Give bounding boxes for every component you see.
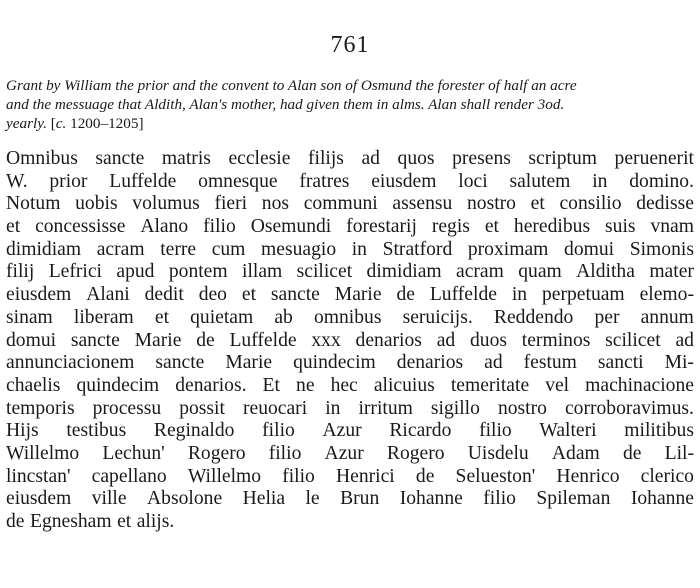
text-word: omnibus	[313, 306, 382, 328]
text-word: Alditha	[576, 261, 635, 283]
text-word: assensu	[392, 193, 453, 215]
text-word: Simonis	[629, 238, 694, 260]
text-word: terminos	[521, 329, 591, 351]
text-word: Omnibus	[6, 148, 78, 169]
text-word: denarios.	[175, 374, 247, 396]
text-word: de	[622, 442, 642, 464]
text-word: temporis	[6, 397, 75, 419]
text-word: W.	[6, 170, 28, 192]
text-word: nos	[261, 193, 290, 215]
text-word: de	[396, 284, 415, 306]
text-word: Luffelde	[429, 284, 497, 306]
text-word: duos	[469, 329, 508, 351]
text-word: Henrico	[556, 465, 620, 487]
text-word: Et	[262, 374, 280, 396]
text-word: regis	[431, 216, 470, 238]
text-line	[6, 307, 694, 330]
text-line	[6, 466, 694, 489]
text-word: annunciacionem	[6, 352, 135, 374]
text-word: scilicet	[296, 261, 353, 283]
text-line	[6, 420, 694, 443]
text-line	[6, 261, 694, 284]
text-word: salutem	[509, 170, 571, 192]
text-word: de	[415, 465, 435, 487]
text-word: Lil-	[664, 442, 694, 464]
text-word: sancte	[95, 148, 145, 169]
text-word: proximam	[467, 238, 549, 260]
text-word: dimidiam	[6, 238, 82, 260]
text-word: machinacione	[585, 374, 694, 396]
text-line	[6, 375, 694, 398]
text-word: ad	[361, 148, 380, 169]
text-word: Willelmo	[187, 465, 262, 487]
text-word: Helia	[242, 488, 286, 510]
text-word: acram	[96, 238, 145, 260]
text-word: nostro	[466, 193, 516, 215]
text-word: domino.	[629, 170, 694, 192]
text-line	[6, 511, 694, 534]
text-word: Luffelde	[109, 170, 177, 192]
text-word: Azur	[322, 420, 362, 442]
text-word: denarios	[355, 329, 422, 351]
text-word: Iohanne	[630, 488, 694, 510]
date-range: 1200–1205]	[70, 115, 144, 132]
charter-text	[6, 148, 694, 534]
text-word: quos	[397, 148, 435, 169]
text-word: scilicet	[605, 329, 661, 351]
text-word: perpetuam	[541, 284, 625, 306]
text-word: illam	[242, 261, 283, 283]
text-word: Reddendo	[493, 306, 574, 328]
text-word: heredibus	[513, 216, 591, 238]
text-word: xxx	[311, 329, 341, 351]
text-word: Walteri	[539, 420, 597, 442]
text-word: alicuius	[373, 374, 435, 396]
text-word: et	[117, 511, 132, 532]
text-word: ecclesie	[228, 148, 291, 169]
text-word: Uisdelu	[467, 442, 529, 464]
text-word: Alano	[140, 216, 189, 238]
text-word: matris	[161, 148, 211, 169]
text-word: annum	[640, 306, 694, 328]
text-line	[6, 330, 694, 353]
text-word: festum	[523, 352, 577, 374]
text-word: et	[530, 193, 545, 215]
text-word: Hijs	[6, 420, 39, 442]
text-word: corroboravimus.	[564, 397, 694, 419]
text-word: in	[325, 397, 341, 419]
text-word: dimidiam	[366, 261, 442, 283]
text-word: liberam	[73, 306, 134, 328]
text-word: hec	[330, 374, 358, 396]
text-word: mater	[649, 261, 694, 283]
text-line	[6, 216, 694, 239]
text-word: Adam	[551, 442, 600, 464]
text-word: Marie	[225, 352, 273, 374]
text-word: filio	[203, 216, 236, 238]
text-word: in	[511, 284, 528, 306]
text-word: clerico	[640, 465, 694, 487]
text-word: dedit	[144, 284, 184, 306]
text-word: sigillo	[430, 397, 480, 419]
text-word: quindecim	[76, 374, 160, 396]
text-word: Willelmo	[6, 442, 80, 464]
text-word: domui	[6, 329, 57, 351]
text-word: filio	[262, 420, 295, 442]
text-word: Marie	[134, 329, 182, 351]
text-word: chaelis	[6, 374, 61, 396]
text-word: eiusdem	[371, 170, 437, 192]
text-word: Notum	[6, 193, 61, 215]
text-line	[6, 398, 694, 421]
text-word: in	[592, 170, 608, 192]
text-word: reuocari	[242, 397, 308, 419]
text-word: le	[305, 488, 320, 510]
text-word: et	[154, 306, 170, 328]
text-word: quietam	[190, 306, 254, 328]
text-word: fratres	[299, 170, 350, 192]
text-word: scriptum	[528, 148, 597, 169]
text-word: eiusdem	[6, 284, 72, 306]
text-word: ab	[274, 306, 293, 328]
text-line	[6, 171, 694, 194]
text-line	[6, 443, 694, 466]
text-word: Azur	[324, 442, 364, 464]
text-word: et	[6, 216, 21, 238]
text-word: dedisse	[636, 193, 694, 215]
text-word: Egnesham	[29, 511, 112, 532]
text-word: fieri	[214, 193, 248, 215]
text-word: de	[196, 329, 215, 351]
text-word: filijs	[308, 148, 344, 169]
summary-line: Grant by William the prior and the convent to Alan son of Osmund the forester of half an acre	[6, 77, 577, 94]
text-word: sancte	[70, 329, 120, 351]
summary-line	[6, 114, 696, 133]
text-word: filij	[6, 261, 35, 283]
text-word: Lechun'	[102, 442, 165, 464]
text-line	[6, 148, 694, 171]
text-word: vnam	[650, 216, 694, 238]
text-word: per	[594, 306, 620, 328]
text-word: terre	[160, 238, 197, 260]
text-word: peruenerit	[614, 148, 694, 169]
text-line	[6, 284, 694, 307]
text-word: Selueston'	[455, 465, 536, 487]
text-word: filio	[268, 442, 302, 464]
document-number: 761	[330, 32, 370, 58]
text-word: Ricardo	[389, 420, 452, 442]
text-word: possit	[179, 397, 225, 419]
text-word: Alani	[86, 284, 130, 306]
text-word: quindecim	[293, 352, 376, 374]
text-word: suis	[605, 216, 636, 238]
text-word: Lefrici	[48, 261, 102, 283]
text-word: concessisse	[35, 216, 126, 238]
text-word: consilio	[559, 193, 622, 215]
text-word: presens	[452, 148, 511, 169]
text-word: acram	[456, 261, 504, 283]
text-word: uobis	[75, 193, 118, 215]
text-word: de	[6, 511, 25, 532]
text-word: sancte	[155, 352, 205, 374]
text-word: filio	[282, 465, 315, 487]
text-word: temeritate	[450, 374, 530, 396]
text-word: forestarij	[346, 216, 417, 238]
text-word: irritum	[358, 397, 413, 419]
text-word: ad	[675, 329, 694, 351]
text-line	[6, 193, 694, 216]
text-word: capellano	[91, 465, 167, 487]
text-word: et	[241, 284, 257, 306]
text-word: prior	[49, 170, 88, 192]
summary-yearly: yearly.	[6, 115, 47, 132]
text-word: ne	[296, 374, 315, 396]
text-word: nostro	[497, 397, 547, 419]
text-word: militibus	[624, 420, 694, 442]
text-word: cum	[211, 238, 246, 260]
text-word: eiusdem	[6, 488, 72, 510]
date-circa: c.	[55, 115, 67, 132]
text-word: elemo-	[639, 284, 694, 306]
text-word: omnesque	[198, 170, 278, 192]
text-word: filio	[483, 488, 516, 510]
text-line	[6, 239, 694, 262]
text-word: vel	[545, 374, 570, 396]
text-word: Osemundi	[250, 216, 332, 238]
text-word: lincstan'	[6, 465, 71, 487]
text-word: Rogero	[187, 442, 246, 464]
text-word: ad	[484, 352, 503, 374]
text-word: et	[484, 216, 499, 238]
text-word: filio	[479, 420, 512, 442]
text-word: Stratford	[382, 238, 453, 260]
text-word: in	[351, 238, 367, 260]
text-word: ad	[436, 329, 456, 351]
text-word: Henrici	[336, 465, 395, 487]
text-word: processu	[92, 397, 162, 419]
document-summary	[6, 76, 696, 133]
text-word: Absolone	[147, 488, 223, 510]
text-word: pontem	[168, 261, 228, 283]
text-word: communi	[303, 193, 378, 215]
text-word: Marie	[334, 284, 382, 306]
text-word: seruicijs.	[402, 306, 473, 328]
text-word: Rogero	[386, 442, 445, 464]
text-word: deo	[198, 284, 227, 306]
text-word: quam	[518, 261, 562, 283]
text-word: Iohanne	[399, 488, 463, 510]
date-bracket: [	[50, 115, 56, 132]
text-word: alijs.	[136, 511, 175, 532]
text-word: Mi-	[664, 352, 694, 374]
text-word: ville	[91, 488, 127, 510]
text-word: Spileman	[536, 488, 611, 510]
summary-line: and the messuage that Aldith, Alan's mother, had given them in alms. Alan shall render 3od.	[6, 96, 565, 113]
text-word: testibus	[66, 420, 127, 442]
text-word: domui	[564, 238, 615, 260]
summary-date	[51, 115, 144, 132]
text-word: sancte	[270, 284, 320, 306]
text-word: loci	[458, 170, 488, 192]
text-word: mesuagio	[261, 238, 337, 260]
text-word: Reginaldo	[153, 420, 235, 442]
text-word: sancti	[597, 352, 644, 374]
text-line	[6, 488, 694, 511]
text-word: apud	[116, 261, 155, 283]
text-word: Luffelde	[229, 329, 297, 351]
text-word: Brun	[340, 488, 380, 510]
text-word: sinam	[6, 306, 53, 328]
text-line	[6, 352, 694, 375]
text-word: volumus	[132, 193, 200, 215]
text-word: denarios	[396, 352, 464, 374]
